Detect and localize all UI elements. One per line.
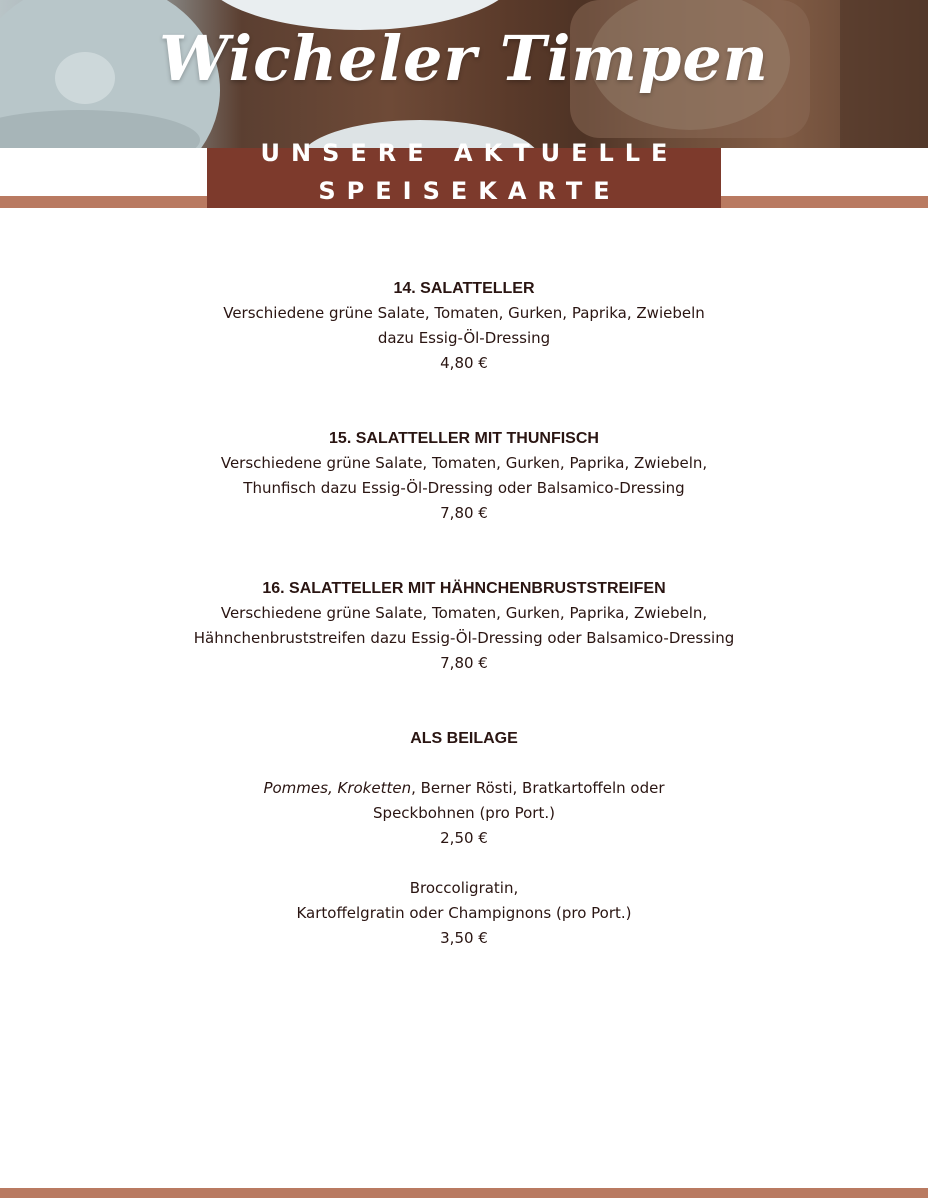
sides-line: Kartoffelgratin oder Champignons (pro Port.) <box>296 904 632 922</box>
menu-item-15 <box>0 426 928 526</box>
sides-line <box>0 776 928 801</box>
item-description-line: dazu Essig-Öl-Dressing <box>377 329 551 347</box>
bottom-rule <box>0 1188 928 1198</box>
sides-italic-separator: , <box>327 779 338 797</box>
banner-heading <box>207 134 721 210</box>
item-description-line: Hähnchenbruststreifen dazu Essig-Öl-Dressing oder Balsamico-Dressing <box>193 629 735 647</box>
sides-section <box>0 726 928 951</box>
item-price: 4,80 € <box>440 354 488 372</box>
item-title: 14. SALATTELLER <box>393 280 535 297</box>
item-price: 7,80 € <box>440 654 488 672</box>
brand-title: Wicheler Timpen <box>159 22 769 95</box>
sides-price: 2,50 € <box>440 829 488 847</box>
sides-italic-kroketten: Kroketten <box>337 779 412 797</box>
item-description-line: Verschiedene grüne Salate, Tomaten, Gurken, Paprika, Zwiebeln <box>223 304 705 322</box>
menu-list <box>0 276 928 951</box>
item-description-line: Thunfisch dazu Essig-Öl-Dressing oder Balsamico-Dressing <box>243 479 685 497</box>
sides-line: Speckbohnen (pro Port.) <box>373 804 555 822</box>
sides-title: ALS BEILAGE <box>410 730 518 747</box>
item-description-line: Verschiedene grüne Salate, Tomaten, Gurken, Paprika, Zwiebeln, <box>220 604 708 622</box>
menu-item-16 <box>0 576 928 676</box>
banner-line-2: SPEISEKARTE <box>318 177 621 205</box>
item-title: 16. SALATTELLER MIT HÄHNCHENBRUSTSTREIFEN <box>262 580 666 597</box>
header-photo <box>0 0 928 148</box>
banner-line-1: UNSERE AKTUELLE <box>260 139 679 167</box>
sides-line-rest: , Berner Rösti, Bratkartoffeln oder <box>411 779 665 797</box>
sides-line: Broccoligratin, <box>409 879 519 897</box>
sides-price: 3,50 € <box>440 929 488 947</box>
sides-italic-pommes: Pommes <box>263 779 328 797</box>
menu-item-14 <box>0 276 928 376</box>
item-price: 7,80 € <box>440 504 488 522</box>
item-description-line: Verschiedene grüne Salate, Tomaten, Gurken, Paprika, Zwiebeln, <box>220 454 708 472</box>
item-title: 15. SALATTELLER MIT THUNFISCH <box>329 430 599 447</box>
